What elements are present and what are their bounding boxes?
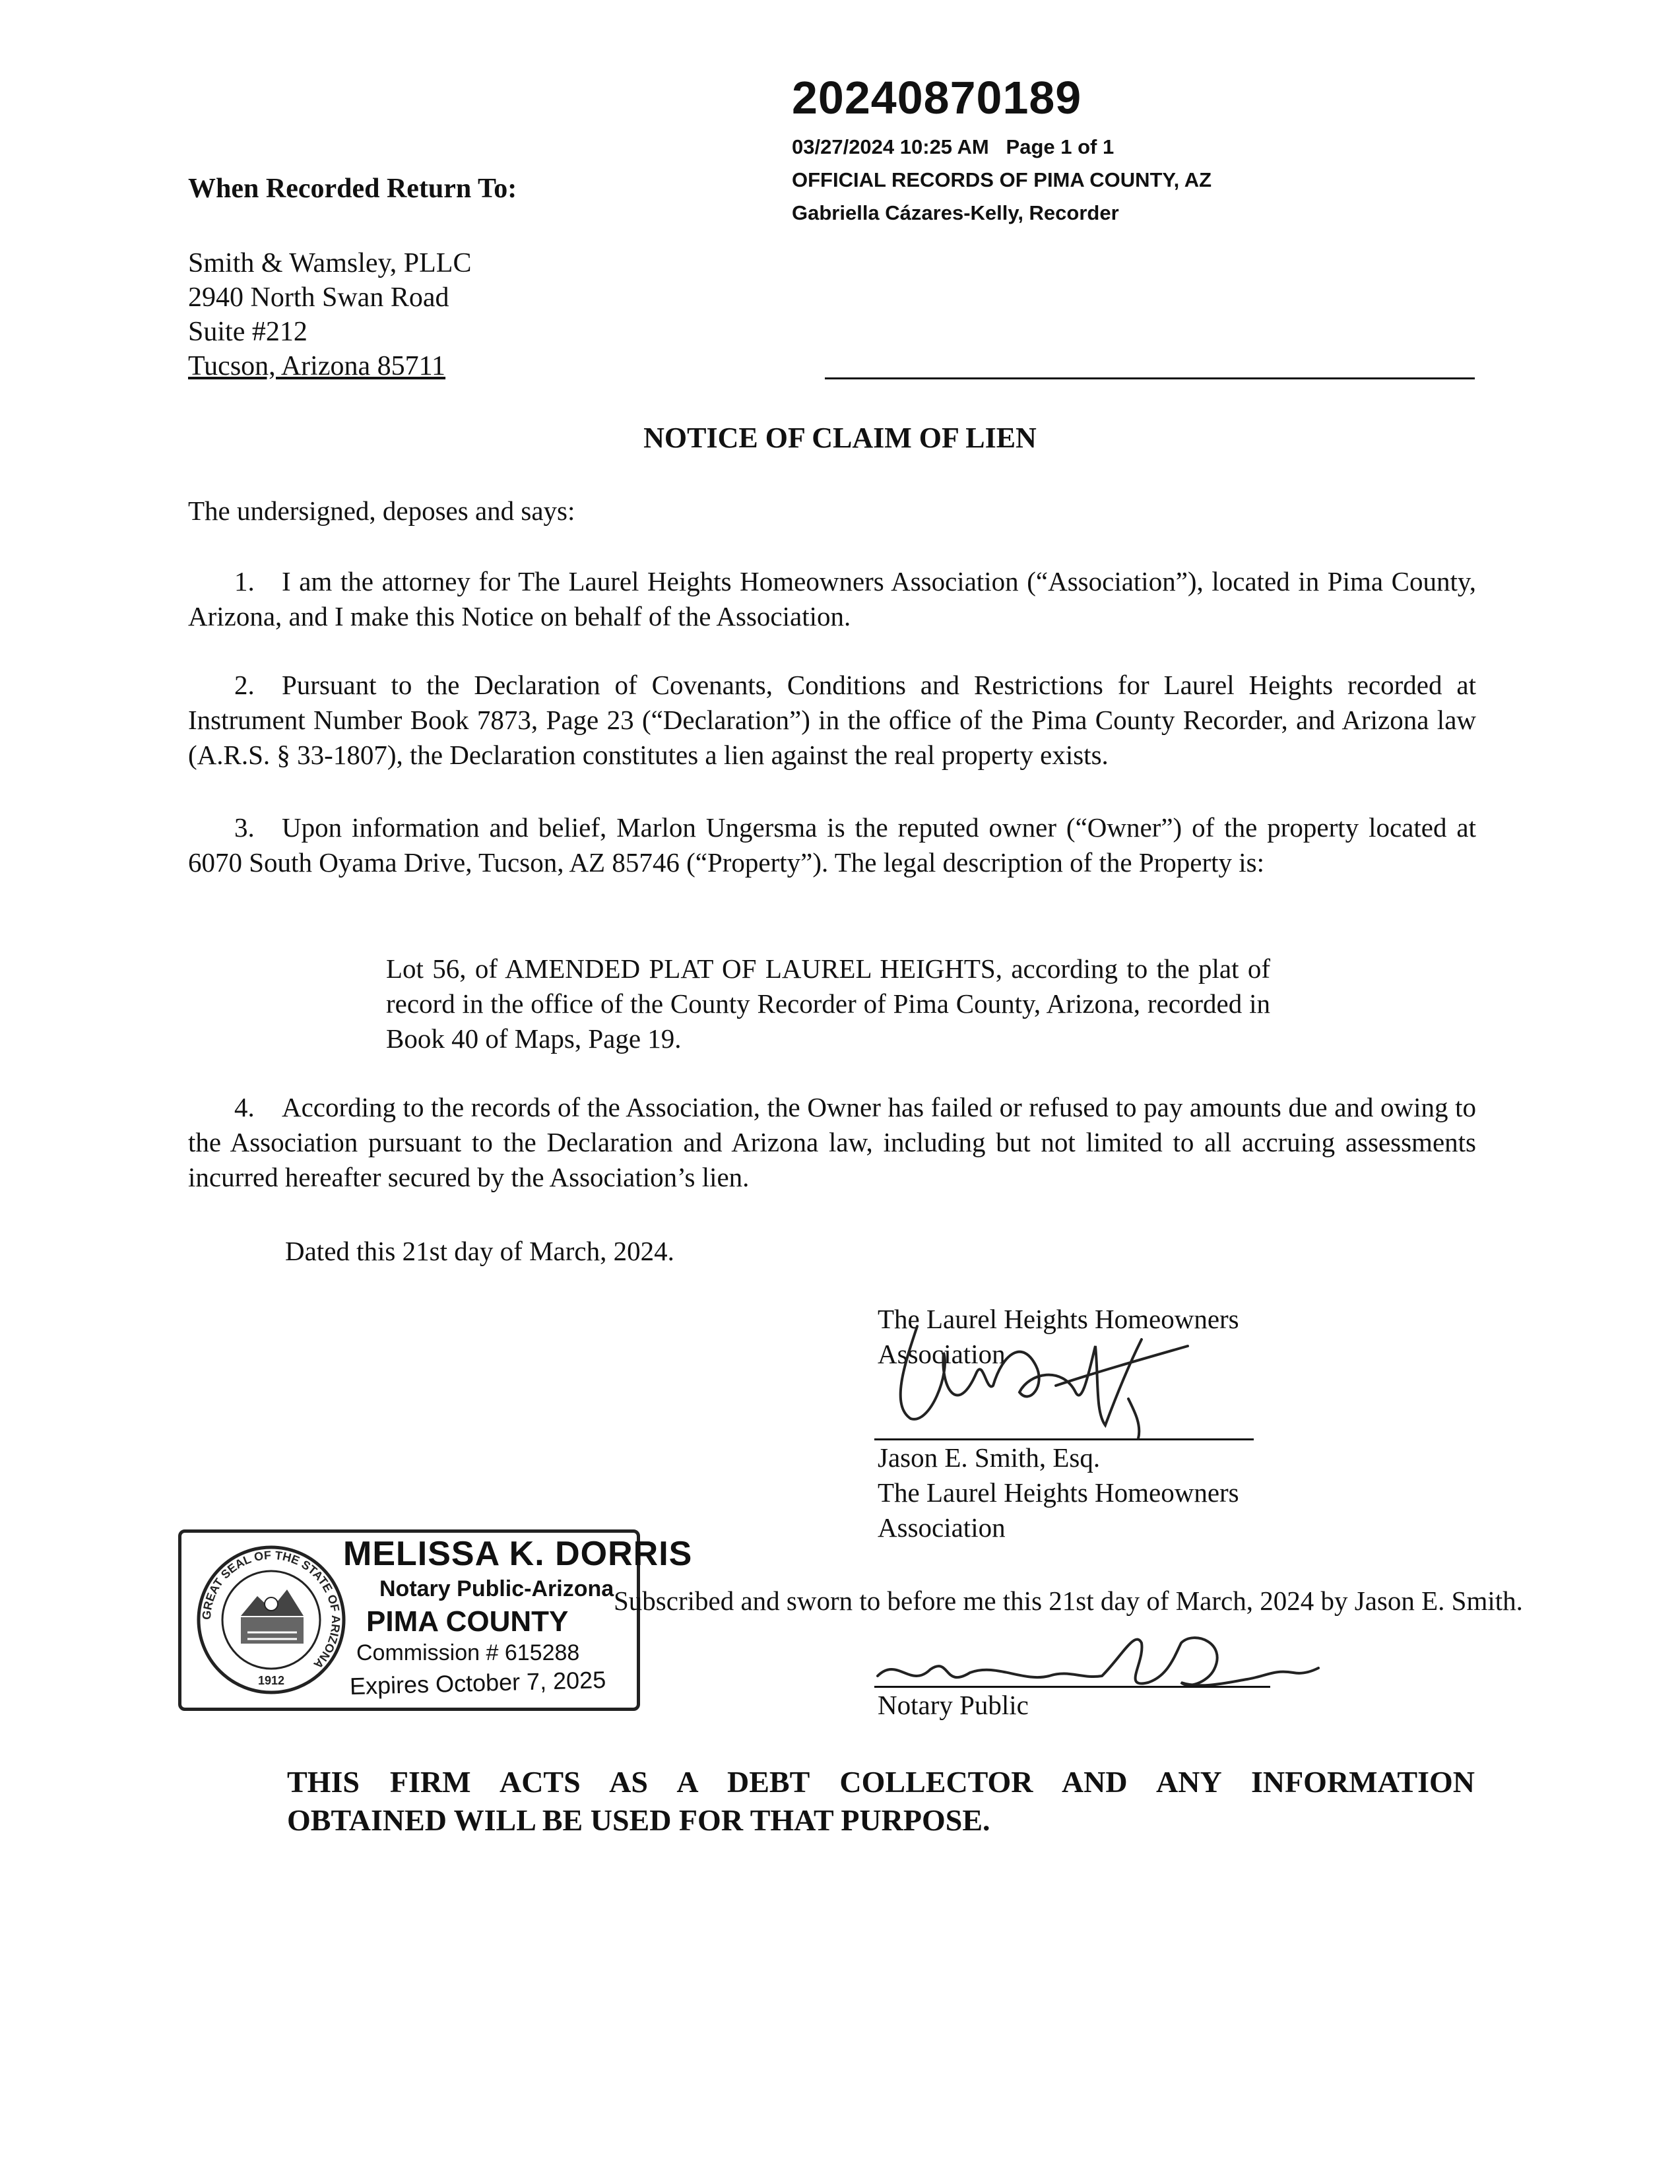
recording-date-time: 03/27/2024 10:25 AM Page 1 of 1 <box>792 135 1115 158</box>
signer-title-line: Association <box>878 1512 1006 1543</box>
seal-year: 1912 <box>257 1674 285 1687</box>
disclaimer-line: THIS FIRM ACTS AS A DEBT COLLECTOR AND ANY INFORMATION <box>287 1765 1475 1799</box>
notary-signature-rule <box>874 1686 1270 1688</box>
arizona-seal-icon <box>195 1543 348 1696</box>
signer-name: Jason E. Smith, Esq. <box>878 1442 1101 1473</box>
return-address-line: 2940 North Swan Road <box>188 282 449 313</box>
paragraph-text: I am the attorney for The Laurel Heights Homeowners Association (“Association”), located in Pima County, Arizona, and I make this Notice on behalf of the Association. <box>188 566 1476 631</box>
signature-association-line: The Laurel Heights Homeowners <box>878 1304 1239 1334</box>
document-title: NOTICE OF CLAIM OF LIEN <box>643 422 1037 454</box>
return-address-line: Smith & Wamsley, PLLC <box>188 248 472 278</box>
paragraph-3 <box>188 810 1476 880</box>
paragraph-number: 4. <box>234 1092 255 1122</box>
intro-text: The undersigned, deposes and says: <box>188 496 575 526</box>
debt-collector-disclaimer <box>287 1763 1475 1840</box>
paragraph-2 <box>188 668 1476 773</box>
notary-county: PIMA COUNTY <box>366 1605 569 1638</box>
paragraph-text: Upon information and belief, Marlon Ungersma is the reputed owner (“Owner”) of the property located at 6070 South Oyama Drive, Tucson, AZ 85746 (“Property”). The legal description of the Property is: <box>188 812 1476 878</box>
recording-rule <box>825 377 1475 379</box>
signer-title-line: The Laurel Heights Homeowners <box>878 1477 1239 1508</box>
return-address-line: Tucson, Arizona 85711 <box>188 351 446 381</box>
paragraph-text: According to the records of the Association, the Owner has failed or refused to pay amounts due and owing to the Association pursuant to the Declaration and Arizona law, including but not limited to all accruing assessments incurred hereafter secured by the Association’s lien. <box>188 1092 1476 1192</box>
signature-association-line: Association <box>878 1339 1006 1369</box>
instrument-number: 20240870189 <box>792 72 1082 123</box>
paragraph-number: 1. <box>234 566 255 596</box>
disclaimer-line: OBTAINED WILL BE USED FOR THAT PURPOSE. <box>287 1803 990 1837</box>
sworn-statement: Subscribed and sworn to before me this 21st day of March, 2024 by Jason E. Smith. <box>614 1586 1523 1616</box>
notary-name: MELISSA K. DORRIS <box>343 1535 693 1573</box>
paragraph-1 <box>188 564 1476 634</box>
paragraph-text: Pursuant to the Declaration of Covenants, Conditions and Restrictions for Laurel Heights recorded at Instrument Number Book 7873, Page 23 (“Declaration”) in the office of the Pima County Recorder, and Arizona law (A.R.S. § 33-1807), the Declaration constitutes a lien against the real property exists. <box>188 670 1476 770</box>
notary-title: Notary Public-Arizona <box>379 1576 614 1601</box>
return-to-heading: When Recorded Return To: <box>188 174 517 204</box>
return-address-line: Suite #212 <box>188 317 307 347</box>
paragraph-4 <box>188 1090 1476 1195</box>
paragraph-number: 2. <box>234 670 255 700</box>
recording-office: OFFICIAL RECORDS OF PIMA COUNTY, AZ <box>792 168 1212 191</box>
notary-expiration: Expires October 7, 2025 <box>349 1665 606 1700</box>
recorder-name: Gabriella Cázares-Kelly, Recorder <box>792 201 1119 224</box>
dated-line: Dated this 21st day of March, 2024. <box>285 1236 674 1266</box>
notary-stamp <box>178 1529 693 1711</box>
notary-public-label: Notary Public <box>878 1690 1029 1720</box>
legal-description: Lot 56, of AMENDED PLAT OF LAUREL HEIGHTS, according to the plat of record in the office of the County Recorder of Pima County, Arizona, recorded in Book 40 of Maps, Page 19. <box>386 953 1270 1054</box>
notary-commission-number: Commission # 615288 <box>356 1640 580 1665</box>
paragraph-number: 3. <box>234 812 255 843</box>
seal-text: GREAT SEAL OF THE STATE OF ARIZONA <box>199 1548 343 1671</box>
attorney-signature-icon <box>878 1293 1194 1465</box>
